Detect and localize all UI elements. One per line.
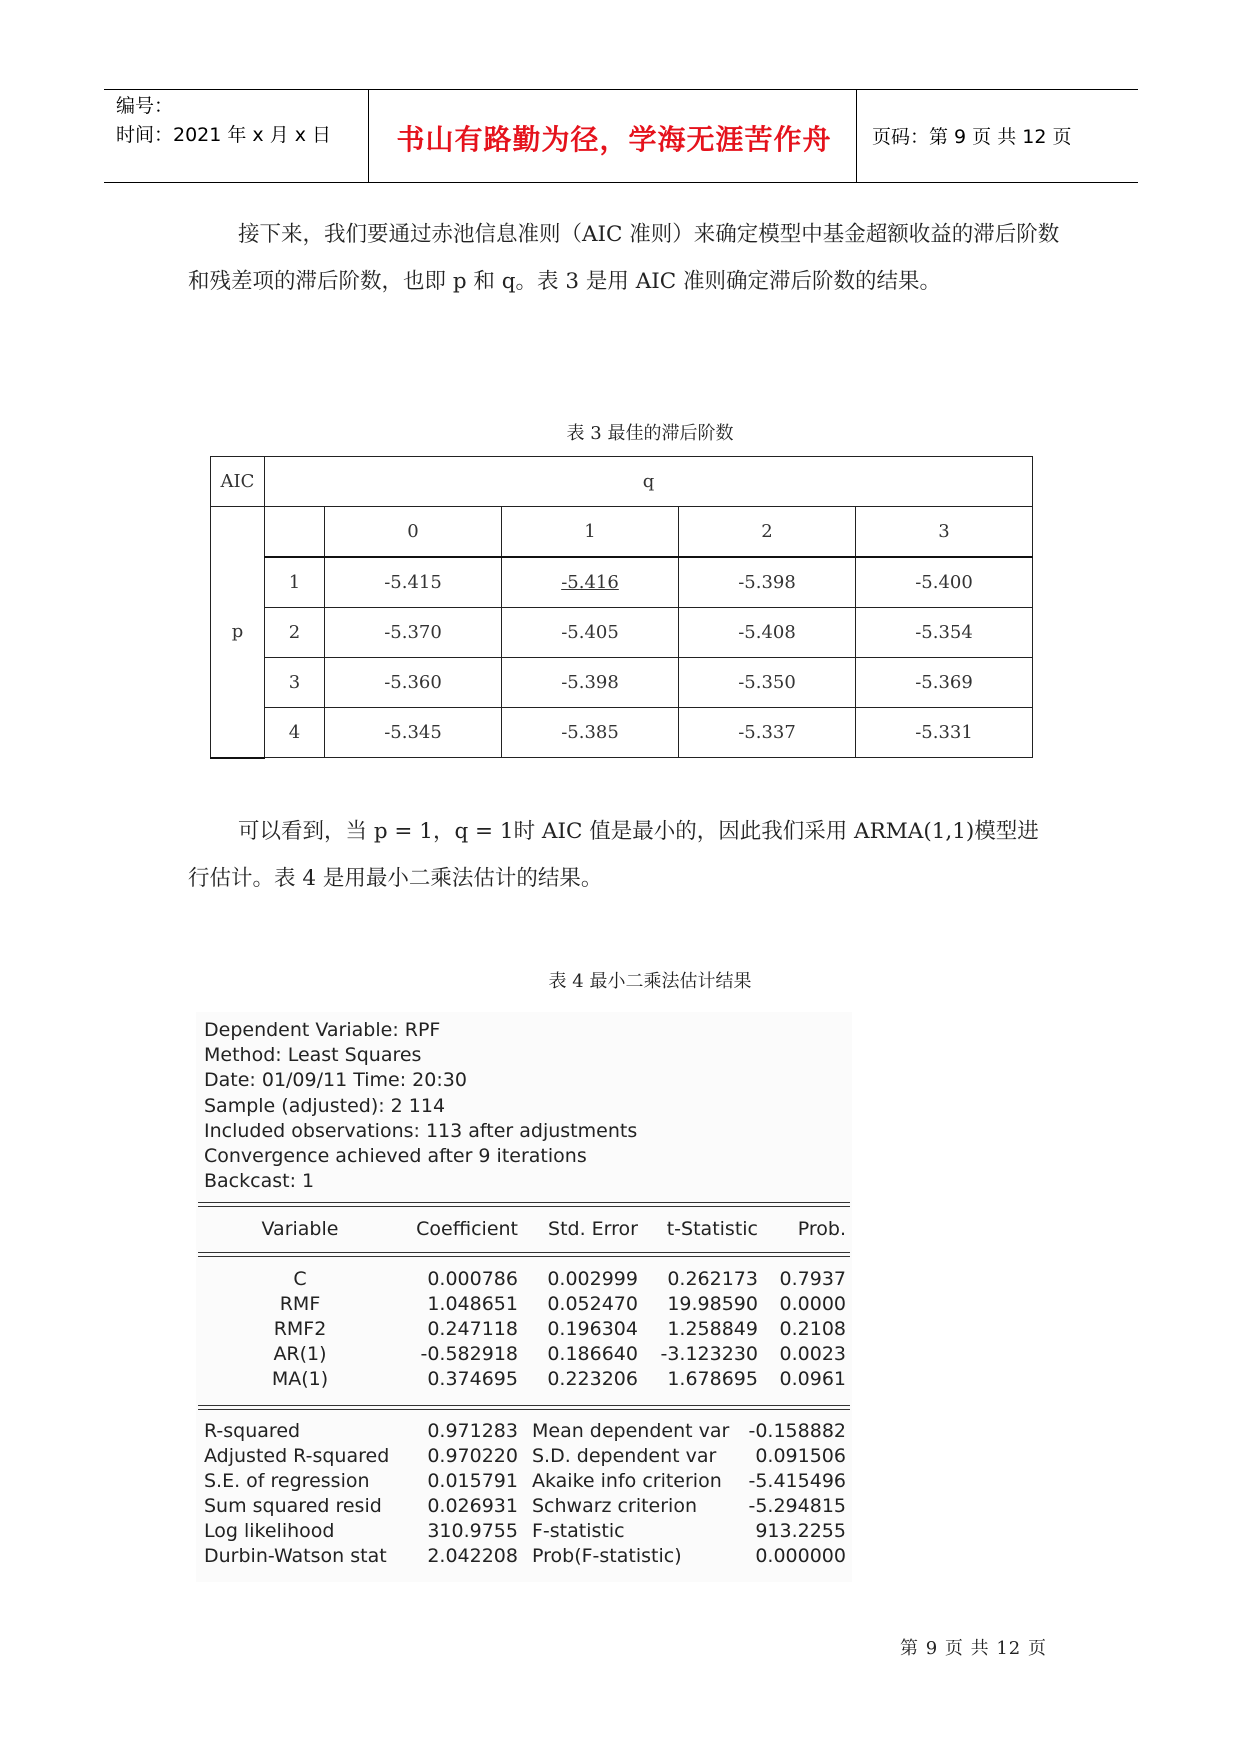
aic-value-cell: -5.337 (679, 708, 856, 758)
document-time-label: 时间：2021 年 x 月 x 日 (116, 124, 332, 146)
table-row (211, 658, 1033, 708)
column-header: Variable (261, 1218, 339, 1240)
column-header: Coefficient (416, 1218, 518, 1240)
header-line: Backcast: 1 (204, 1170, 315, 1193)
header-motto: 书山有路勤为径，学海无涯苦作舟 (396, 123, 832, 156)
coefficient-cell: 0.0961 (779, 1368, 846, 1390)
statistic-value: 0.970220 (427, 1445, 518, 1467)
statistic-label: S.E. of regression (204, 1470, 370, 1492)
aic-value-cell: -5.385 (502, 708, 679, 758)
paragraph-arma-conclusion (188, 808, 1060, 902)
column-header: Std. Error (548, 1218, 638, 1240)
aic-value-cell: -5.415 (325, 557, 502, 608)
statistic-value: 0.971283 (427, 1420, 518, 1442)
aic-value-cell: -5.400 (856, 557, 1033, 608)
statistic-value: 913.2255 (755, 1520, 846, 1542)
double-rule (198, 1202, 850, 1207)
header-line: Included observations: 113 after adjustments (204, 1119, 638, 1142)
column-header: t-Statistic (666, 1218, 758, 1240)
q-value-cell: 1 (502, 507, 679, 558)
least-squares-output (196, 1012, 852, 1582)
aic-value-cell: -5.331 (856, 708, 1033, 758)
q-value-cell: 2 (679, 507, 856, 558)
statistic-value: 2.042208 (427, 1545, 518, 1567)
paragraph-aic-intro (188, 211, 1060, 305)
statistic-value: 310.9755 (427, 1520, 518, 1542)
aic-value-cell: -5.370 (325, 608, 502, 658)
table-row (211, 708, 1033, 758)
p-value-cell: 2 (265, 608, 325, 658)
aic-value-cell: -5.354 (856, 608, 1033, 658)
aic-value-cell: -5.398 (679, 557, 856, 608)
header-line: Convergence achieved after 9 iterations (204, 1145, 587, 1168)
p-header-cell: p (211, 507, 265, 758)
variable-name: C (293, 1268, 307, 1290)
coefficient-cell: 0.7937 (779, 1268, 846, 1290)
aic-lag-table (210, 456, 1033, 759)
coefficient-cell: -3.123230 (660, 1343, 758, 1365)
header-line: Dependent Variable: RPF (204, 1019, 441, 1041)
coefficient-cell: 0.002999 (547, 1268, 638, 1290)
q-value-cell: 3 (856, 507, 1033, 558)
aic-value-cell: -5.405 (502, 608, 679, 658)
statistic-label: S.D. dependent var (532, 1445, 717, 1467)
aic-corner-cell: AIC (211, 457, 265, 507)
table3-caption: 表 3 最佳的滞后阶数 (566, 423, 734, 444)
variable-name: MA(1) (271, 1368, 329, 1390)
table-row (211, 608, 1033, 658)
header-line: Sample (adjusted): 2 114 (204, 1094, 446, 1117)
variable-name: RMF (279, 1293, 321, 1315)
column-header: Prob. (797, 1218, 846, 1240)
paragraph-arma-conclusion-text: 可以看到，当 p = 1，q = 1时 AIC 值是最小的，因此我们采用 ARMA(1,1)模型进行估计。表 4 是用最小二乘法估计的结果。 (188, 819, 1039, 891)
coefficient-cell: 1.678695 (667, 1368, 758, 1390)
aic-min-value: -5.416 (561, 572, 619, 593)
double-rule (198, 1252, 850, 1257)
variable-name: AR(1) (273, 1343, 327, 1365)
aic-value-cell: -5.408 (679, 608, 856, 658)
header-bottom-rule (104, 182, 1138, 183)
header-info (116, 92, 331, 150)
header-line: Date: 01/09/11 Time: 20:30 (204, 1069, 467, 1092)
coefficient-cell: 0.2108 (779, 1318, 846, 1340)
aic-value-cell: -5.369 (856, 658, 1033, 708)
statistic-label: Sum squared resid (204, 1495, 382, 1517)
statistic-label: Log likelihood (204, 1520, 335, 1542)
coefficient-cell: 0.052470 (547, 1293, 638, 1315)
page-footer: 第 9 页 共 12 页 (900, 1638, 1047, 1659)
coefficient-cell: 0.000786 (427, 1268, 518, 1290)
aic-value-cell: -5.360 (325, 658, 502, 708)
statistic-value: -5.294815 (748, 1495, 846, 1517)
coefficient-cell: 0.186640 (547, 1343, 638, 1365)
aic-min-value-cell (502, 557, 679, 608)
header-top-rule (104, 89, 1138, 90)
statistic-label: Adjusted R-squared (204, 1445, 390, 1467)
empty-cell (265, 507, 325, 558)
statistic-value: 0.026931 (427, 1495, 518, 1517)
coefficient-cell: 0.0000 (779, 1293, 846, 1315)
table-row (211, 557, 1033, 608)
statistic-value: 0.091506 (755, 1445, 846, 1467)
p-value-cell: 3 (265, 658, 325, 708)
statistic-label: Akaike info criterion (532, 1470, 722, 1492)
coefficient-cell: 0.262173 (667, 1268, 758, 1290)
p-value-cell: 4 (265, 708, 325, 758)
paragraph-aic-intro-text: 接下来，我们要通过赤池信息准则（AIC 准则）来确定模型中基金超额收益的滞后阶数和残差项的滞后阶数，也即 p 和 q。表 3 是用 AIC 准则确定滞后阶数的结果。 (188, 222, 1060, 294)
statistic-label: R-squared (204, 1420, 301, 1442)
q-header-cell: q (265, 457, 1033, 507)
aic-value-cell: -5.350 (679, 658, 856, 708)
statistic-value: -0.158882 (748, 1420, 846, 1442)
q-value-cell: 0 (325, 507, 502, 558)
statistic-value: -5.415496 (748, 1470, 846, 1492)
statistic-value: 0.000000 (755, 1545, 846, 1567)
header-line: Method: Least Squares (204, 1044, 422, 1067)
estimation-header (204, 1018, 637, 1194)
statistic-value: 0.015791 (427, 1470, 518, 1492)
p-value-cell: 1 (265, 557, 325, 608)
coefficient-cell: 1.048651 (427, 1293, 518, 1315)
coefficient-cell: 0.223206 (547, 1368, 638, 1390)
table4-caption: 表 4 最小二乘法估计结果 (548, 971, 752, 992)
variable-name: RMF2 (273, 1318, 327, 1340)
statistic-label: Prob(F-statistic) (532, 1545, 682, 1567)
coefficient-cell: 0.247118 (427, 1318, 518, 1340)
coefficient-cell: 0.0023 (779, 1343, 846, 1365)
statistic-label: F-statistic (532, 1520, 625, 1542)
document-number-label: 编号： (116, 95, 174, 117)
coefficient-cell: 0.196304 (547, 1318, 638, 1340)
coefficient-cell: 0.374695 (427, 1368, 518, 1390)
aic-value-cell: -5.398 (502, 658, 679, 708)
double-rule (198, 1405, 850, 1410)
header-divider-left (368, 89, 369, 183)
aic-value-cell: -5.345 (325, 708, 502, 758)
coefficient-cell: -0.582918 (420, 1343, 518, 1365)
statistic-label: Mean dependent var (532, 1420, 730, 1442)
statistic-label: Schwarz criterion (532, 1495, 697, 1517)
statistic-label: Durbin-Watson stat (204, 1545, 387, 1567)
coefficient-cell: 19.98590 (667, 1293, 758, 1315)
header-page-label: 页码：第 9 页 共 12 页 (872, 126, 1072, 148)
coefficient-cell: 1.258849 (667, 1318, 758, 1340)
